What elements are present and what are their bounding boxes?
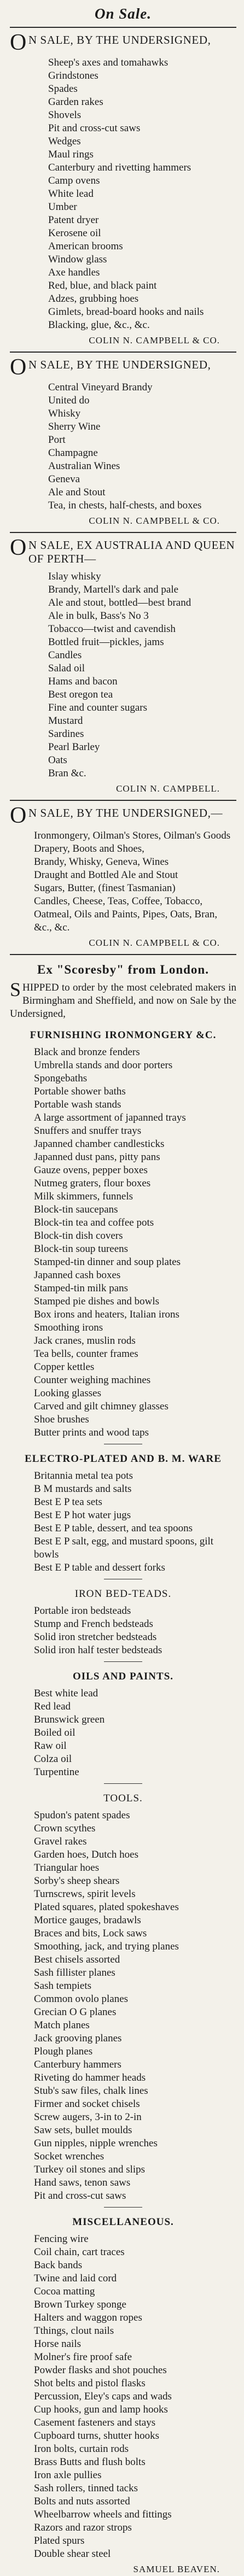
list-item: Best E P salt, egg, and mustard spoons, gilt bowls (34, 1536, 214, 1560)
ad-item-list (10, 570, 236, 780)
list-item: Gauze ovens, pepper boxes (34, 1164, 148, 1176)
list-item: Gravel rakes (34, 1836, 87, 1847)
list-item: Tea bells, counter frames (34, 1348, 138, 1360)
section-item-list (10, 1687, 236, 1779)
list-item: Canterbury and rivetting hammers (48, 162, 191, 173)
section-divider (104, 1661, 142, 1662)
ad-signature: COLIN N. CAMPBELL. (116, 783, 220, 794)
divider (10, 27, 236, 28)
divider (10, 954, 236, 955)
advertisement-1 (10, 30, 236, 347)
list-item: Brandy, Whisky, Geneva, Wines (34, 856, 169, 868)
ad-heading (10, 355, 236, 380)
ad-signature: SAMUEL BEAVEN. (133, 2564, 220, 2574)
list-item: Best E P tea sets (34, 1496, 102, 1508)
list-item: Australian Wines (48, 460, 120, 472)
section-heading: OILS AND PAINTS. (72, 1671, 174, 1682)
drop-cap: O (10, 535, 27, 560)
list-item: Cupboard turns, shutter hooks (34, 2430, 160, 2442)
list-item: Saw sets, bullet moulds (34, 2124, 132, 2136)
list-item: Best E P hot water jugs (34, 1509, 131, 1521)
list-item: Plough planes (34, 2046, 93, 2057)
advertisement-5 (10, 963, 236, 2576)
list-item: Hand saws, tenon saws (34, 2177, 131, 2188)
list-item: Patent dryer (48, 214, 99, 226)
list-item: A large assortment of japanned trays (34, 1112, 186, 1123)
list-item: Britannia metal tea pots (34, 1470, 133, 1482)
list-item: Braces and bits, Lock saws (34, 1928, 147, 1939)
list-item: Umber (48, 201, 77, 213)
list-item: Stamped pie dishes and bowls (34, 1296, 160, 1307)
list-item: Turkey oil stones and slips (34, 2164, 146, 2175)
list-item: Back bands (34, 2259, 83, 2271)
list-item: Best chisels assorted (34, 1954, 120, 1965)
list-item: Spades (48, 83, 78, 95)
list-item: Copper kettles (34, 1361, 95, 1373)
list-item: Blacking, glue, &c., &c. (48, 319, 150, 331)
list-item: Drapery, Boots and Shoes, (34, 843, 144, 854)
list-item: Stamped-tin dinner and soup plates (34, 1256, 181, 1268)
list-item: Triangular hoes (34, 1862, 100, 1874)
list-item: Sardines (48, 728, 84, 740)
list-item: Bottled fruit—pickles, jams (48, 636, 164, 648)
list-item: Mustard (48, 715, 83, 727)
list-item: Sash fillister planes (34, 1967, 115, 1978)
section-heading: TOOLS. (103, 1793, 143, 1804)
list-item: Horse nails (34, 2338, 82, 2350)
list-item: Block-tin dish covers (34, 1230, 123, 1242)
ad-heading-text: N SALE, EX AUSTRALIA AND QUEEN OF PERTH— (28, 538, 235, 565)
list-item: Umbrella stands and door porters (34, 1059, 173, 1071)
list-item: Garden rakes (48, 96, 103, 108)
list-item: Japanned chamber candlesticks (34, 1138, 165, 1150)
divider (10, 352, 236, 353)
list-item: Colza oil (34, 1753, 72, 1765)
list-item: Counter weighing machines (34, 1374, 151, 1386)
list-item: Screw augers, 3-in to 2-in (34, 2111, 142, 2123)
list-item: Raw oil (34, 1740, 67, 1752)
list-item: Looking glasses (34, 1387, 101, 1399)
list-item: Block-tin soup tureens (34, 1243, 129, 1255)
list-item: Portable iron bedsteads (34, 1605, 131, 1617)
list-item: Gimlets, bread-board hooks and nails (48, 306, 204, 318)
list-item: Champagne (48, 447, 98, 459)
list-item: Fine and counter sugars (48, 702, 147, 713)
list-item: Cup hooks, gun and lamp hooks (34, 2404, 168, 2415)
list-item: Tea, in chests, half-chests, and boxes (48, 500, 202, 511)
ad-item-list (10, 381, 236, 512)
section-heading: MISCELLANEOUS. (72, 2216, 174, 2228)
list-item: White lead (48, 188, 94, 200)
list-item: Ale and Stout (48, 487, 106, 498)
section-item-list (10, 1809, 236, 2203)
list-item: Gun nipples, nipple wrenches (34, 2138, 158, 2149)
list-item: Brandy, Martell's dark and pale (48, 584, 179, 595)
list-item: Sash rollers, tinned tacks (34, 2483, 138, 2494)
list-item: Japanned cash boxes (34, 1269, 121, 1281)
list-item: Islay whisky (48, 571, 101, 582)
list-item: Ale and stout, bottled—best brand (48, 597, 191, 608)
advertisement-2 (10, 355, 236, 528)
list-item: Red lead (34, 1701, 71, 1712)
list-item: Spudon's patent spades (34, 1810, 130, 1821)
list-item: Sherry Wine (48, 421, 101, 432)
ad-signature: COLIN N. CAMPBELL & CO. (89, 516, 220, 526)
list-item: Block-tin saucepans (34, 1204, 118, 1215)
list-item: Razors and razor strops (34, 2522, 132, 2533)
list-item: Candles (48, 649, 82, 661)
drop-cap: O (10, 30, 27, 55)
list-item: Shoe brushes (34, 1414, 89, 1425)
list-item: Pit and cross-cut saws (34, 2190, 126, 2202)
list-item: Turnscrews, spirit levels (34, 1888, 136, 1900)
section-item-list (10, 1470, 236, 1574)
page-title: On Sale. (94, 5, 152, 22)
list-item: Molner's fire proof safe (34, 2351, 132, 2363)
list-item: Boiled oil (34, 1727, 75, 1738)
list-item: Best oregon tea (48, 689, 113, 700)
advertisement-3 (10, 535, 236, 795)
list-item: Turpentine (34, 1766, 79, 1778)
list-item: Match planes (34, 2019, 90, 2031)
list-item: Black and bronze fenders (34, 1046, 140, 1058)
ad-heading-text: N SALE, BY THE UNDERSIGNED, (28, 33, 211, 46)
list-item: Brass Butts and flush bolts (34, 2456, 146, 2468)
list-item: Grecian O G planes (34, 2006, 117, 2018)
list-item: Maul rings (48, 149, 94, 160)
list-item: Sorby's sheep shears (34, 1875, 120, 1887)
list-item: Brown Turkey sponge (34, 2299, 126, 2310)
list-item: Block-tin tea and coffee pots (34, 1217, 154, 1228)
list-item: Firmer and socket chisels (34, 2098, 140, 2110)
list-item: Grindstones (48, 70, 98, 81)
ad-heading (10, 535, 236, 566)
list-item: Halters and waggon ropes (34, 2312, 142, 2323)
section-heading: IRON BED-TEADS. (74, 1588, 172, 1600)
list-item: Plated spurs (34, 2535, 85, 2546)
list-item: Percussion, Eley's caps and wads (34, 2391, 172, 2402)
list-item: Box irons and heaters, Italian irons (34, 1309, 179, 1320)
ad-heading-text: N SALE, BY THE UNDERSIGNED,— (28, 806, 223, 819)
list-item: Pearl Barley (48, 741, 100, 753)
list-item: Geneva (48, 473, 80, 485)
divider (10, 800, 236, 801)
drop-cap: S (10, 979, 21, 1000)
list-item: Jack grooving planes (34, 2033, 122, 2044)
ad-item-list (10, 56, 236, 332)
section-heading: ELECTRO-PLATED AND B. M. WARE (25, 1453, 222, 1465)
drop-cap: O (10, 355, 27, 380)
list-item: Portable wash stands (34, 1099, 121, 1110)
section-item-list (10, 2233, 236, 2561)
ad-item-list (10, 829, 236, 934)
list-item: Japanned dust pans, pitty pans (34, 1151, 160, 1163)
list-item: Best white lead (34, 1688, 98, 1699)
list-item: Bolts and nuts assorted (34, 2496, 130, 2507)
section-heading: FURNISHING IRONMONGERY &C. (30, 1029, 217, 1041)
list-item: Stub's saw files, chalk lines (34, 2085, 148, 2097)
list-item: Portable shower baths (34, 1086, 126, 1097)
list-item: Coil chain, cart traces (34, 2246, 125, 2258)
list-item: Tthings, clout nails (34, 2325, 114, 2337)
list-item: Crown scythes (34, 1823, 96, 1834)
list-item: Port (48, 434, 66, 446)
advertisement-4 (10, 803, 236, 950)
list-item: Brunswick green (34, 1714, 105, 1725)
list-item: Nutmeg graters, flour boxes (34, 1178, 151, 1189)
list-item: Iron axle pullies (34, 2469, 102, 2481)
list-item: Double shear steel (34, 2548, 111, 2560)
list-item: Solid iron stretcher bedsteads (34, 1631, 157, 1643)
list-item: Salad oil (48, 663, 85, 674)
list-item: Snuffers and snuffer trays (34, 1125, 142, 1137)
list-item: Jack cranes, muslin rods (34, 1335, 136, 1346)
list-item: Stamped-tin milk pans (34, 1283, 129, 1294)
list-item: Wheelbarrow wheels and fittings (34, 2509, 172, 2520)
list-item: Canterbury hammers (34, 2059, 121, 2070)
list-item: Butter prints and wood taps (34, 1427, 149, 1438)
list-item: Socket wrenches (34, 2151, 104, 2162)
list-item: Candles, Cheese, Teas, Coffee, Tobacco, Oatmeal, Oils and Paints, Pipes, Oats, Bran, &c., &c. (34, 895, 218, 933)
list-item: Ale in bulk, Bass's No 3 (48, 610, 149, 622)
section-item-list (10, 1605, 236, 1657)
list-item: Draught and Bottled Ale and Stout (34, 869, 178, 881)
section-divider (104, 1783, 142, 1784)
ad-intro (10, 981, 236, 1021)
list-item: Common ovolo planes (34, 1993, 129, 2005)
list-item: Garden hoes, Dutch hoes (34, 1849, 139, 1860)
list-item: Shovels (48, 109, 82, 121)
list-item: Camp ovens (48, 175, 100, 186)
list-item: B M mustards and salts (34, 1483, 132, 1495)
ad-signature: COLIN N. CAMPBELL & CO. (89, 335, 220, 346)
list-item: Ironmongery, Oilman's Stores, Oilman's Goods (34, 830, 231, 841)
list-item: Window glass (48, 254, 107, 265)
list-item: Powder flasks and shot pouches (34, 2364, 167, 2376)
divider (10, 532, 236, 533)
list-item: Kerosene oil (48, 227, 101, 239)
list-item: Best E P table and dessert forks (34, 1562, 165, 1573)
list-item: Adzes, grubbing hoes (48, 293, 139, 305)
list-item: Bran &c. (48, 768, 86, 779)
list-item: Tobacco—twist and cavendish (48, 623, 176, 635)
list-item: Stump and French bedsteads (34, 1618, 153, 1630)
ad-heading (10, 803, 236, 828)
list-item: Smoothing irons (34, 1322, 103, 1333)
ad-heading (10, 30, 236, 55)
ad-heading: Ex "Scoresby" from London. (37, 963, 209, 976)
list-item: Solid iron half tester bedsteads (34, 1644, 162, 1656)
list-item: Central Vineyard Brandy (48, 382, 153, 393)
list-item: Hams and bacon (48, 676, 118, 687)
list-item: Cocoa matting (34, 2286, 95, 2297)
list-item: Carved and gilt chimney glasses (34, 1401, 169, 1412)
list-item: Sugars, Butter, (finest Tasmanian) (34, 882, 176, 894)
list-item: Red, blue, and black paint (48, 280, 157, 291)
list-item: Mortice gauges, bradawls (34, 1915, 141, 1926)
list-item: Pit and cross-cut saws (48, 122, 141, 134)
ad-intro-text: HIPPED to order by the most celebrated makers in Birmingham and Sheffield, and now on Sale by the Undersigned, (10, 982, 236, 1020)
list-item: Wedges (48, 136, 81, 147)
list-item: Iron bolts, curtain rods (34, 2443, 129, 2455)
section-divider (104, 2207, 142, 2208)
list-item: Twine and laid cord (34, 2273, 117, 2284)
list-item: United do (48, 395, 90, 406)
list-item: Smoothing, jack, and trying planes (34, 1941, 179, 1952)
drop-cap: O (10, 803, 27, 828)
list-item: Sheep's axes and tomahawks (48, 57, 169, 68)
list-item: Casement fasteners and stays (34, 2417, 156, 2428)
list-item: Best E P table, dessert, and tea spoons (34, 1523, 193, 1534)
list-item: Oats (48, 754, 67, 766)
list-item: Riveting do hammer heads (34, 2072, 146, 2083)
list-item: American brooms (48, 241, 123, 252)
list-item: Sash tempiets (34, 1980, 92, 1992)
section-item-list (10, 1046, 236, 1439)
list-item: Shot belts and pistol flasks (34, 2378, 146, 2389)
list-item: Whisky (48, 408, 81, 419)
ad-signature: COLIN N. CAMPBELL & CO. (89, 938, 220, 948)
list-item: Milk skimmers, funnels (34, 1191, 133, 1202)
list-item: Spongebaths (34, 1073, 88, 1084)
list-item: Fencing wire (34, 2233, 89, 2245)
list-item: Plated squares, plated spokeshaves (34, 1901, 179, 1913)
list-item: Axe handles (48, 267, 100, 278)
ad-heading-text: N SALE, BY THE UNDERSIGNED, (28, 358, 211, 371)
